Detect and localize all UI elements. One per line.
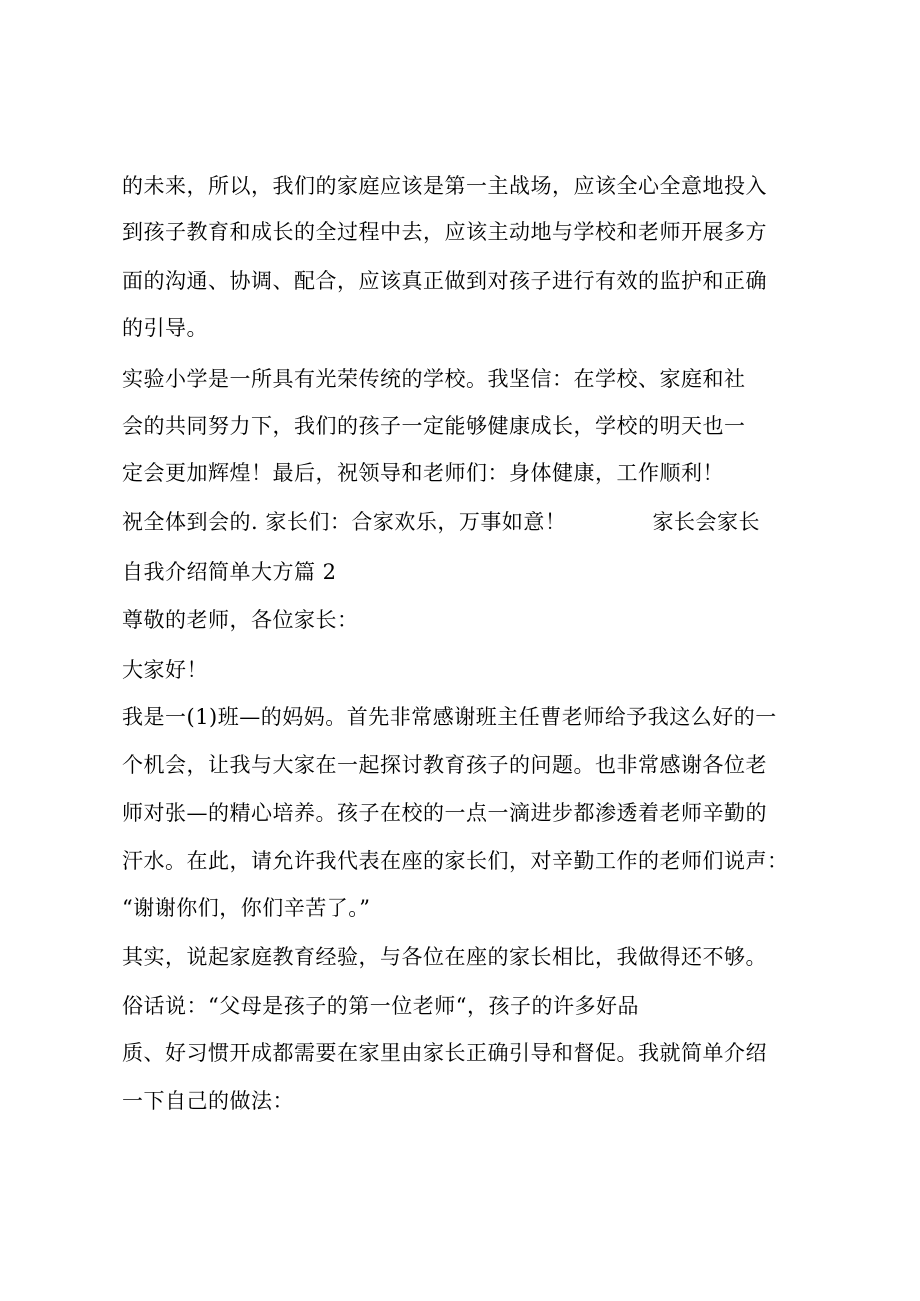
text-line: 到孩子教育和成长的全过程中去，应该主动地与学校和老师开展多方 <box>122 220 767 244</box>
text-line: 会的共同努力下，我们的孩子一定能够健康成长，学校的明天也一 <box>122 414 746 438</box>
text-line: 一下自己的做法： <box>122 1089 294 1113</box>
text-line: 祝全体到会的. 家长们：合家欢乐，万事如意！ 家长会家长 <box>122 510 760 534</box>
text-line: 俗话说：“父母是孩子的第一位老师“，孩子的许多好品 <box>122 994 639 1018</box>
text-line: 的引导。 <box>122 316 208 340</box>
text-line: 汗水。在此，请允许我代表在座的家长们，对辛勤工作的老师们说声： <box>122 849 789 873</box>
text-line: 定会更加辉煌！最后，祝领导和老师们：身体健康，工作顺利！ <box>122 461 724 485</box>
section-heading: 自我介绍简单大方篇 2 <box>122 560 337 584</box>
text-line: 质、好习惯开成都需要在家里由家长正确引导和督促。我就简单介绍 <box>122 1041 767 1065</box>
text-line: 我是一(1)班—的妈妈。首先非常感谢班主任曹老师给予我这么好的一 <box>122 705 777 729</box>
text-line: 其实，说起家庭教育经验，与各位在座的家长相比，我做得还不够。 <box>122 945 767 969</box>
salutation: 尊敬的老师，各位家长： <box>122 608 359 632</box>
text-line: 师对张—的精心培养。孩子在校的一点一滴进步都渗透着老师辛勤的 <box>122 801 767 825</box>
text-line: 实验小学是一所具有光荣传统的学校。我坚信：在学校、家庭和社 <box>122 367 746 391</box>
text-line: 个机会，让我与大家在一起探讨教育孩子的问题。也非常感谢各位老 <box>122 753 767 777</box>
text-line: 的未来，所以，我们的家庭应该是第一主战场，应该全心全意地投入 <box>122 174 767 198</box>
text-line: 面的沟通、协调、配合，应该真正做到对孩子进行有效的监护和正确 <box>122 269 767 293</box>
greeting: 大家好！ <box>122 658 208 682</box>
text-line: “谢谢你们，你们辛苦了。” <box>122 896 371 920</box>
